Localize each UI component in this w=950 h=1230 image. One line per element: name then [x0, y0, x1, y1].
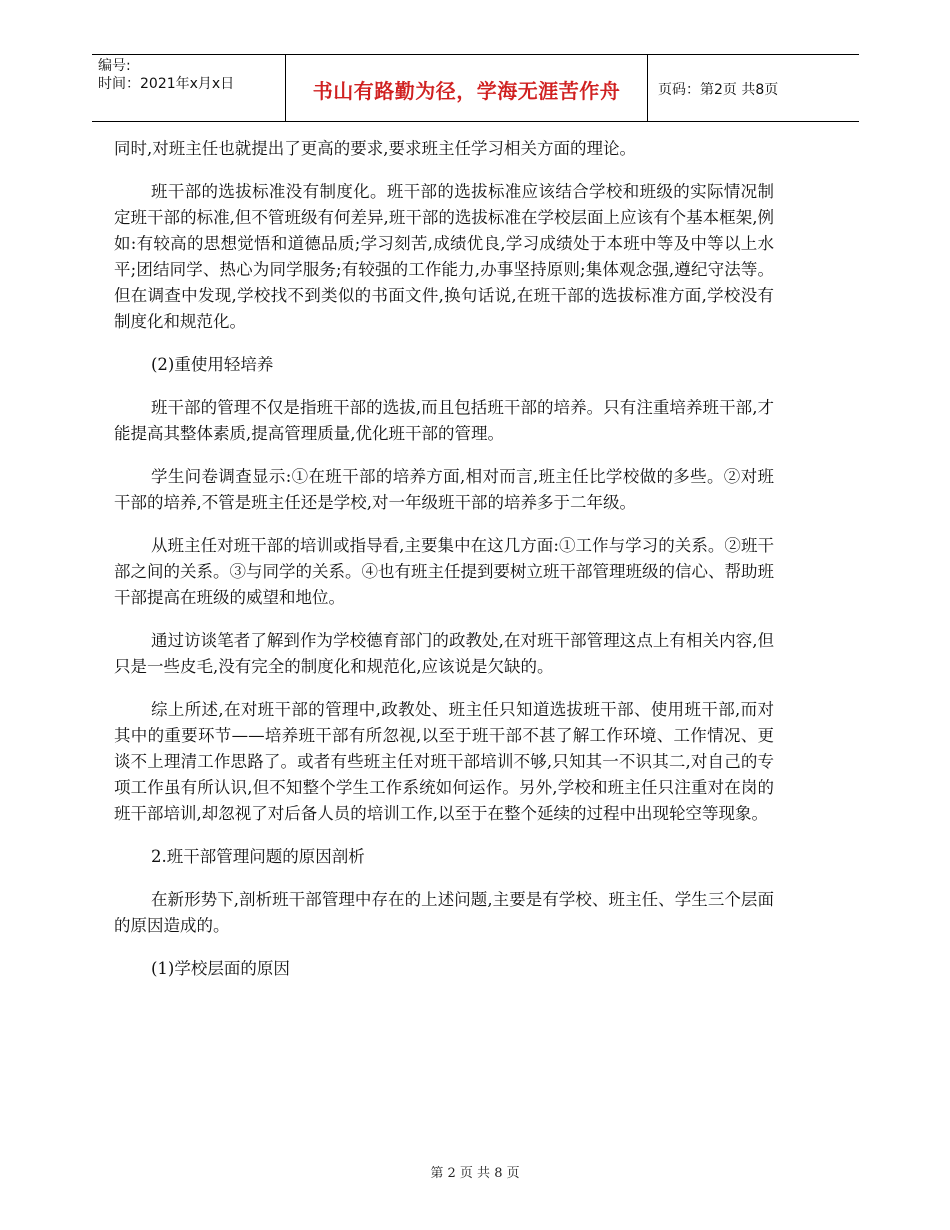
page-header — [92, 54, 859, 122]
number-label: 编号: — [98, 58, 131, 74]
header-page-info: 页码：第2页 共8页 — [658, 82, 779, 98]
section-heading: 2.班干部管理问题的原因剖析 — [151, 847, 365, 866]
paragraph: 班干部的管理不仅是指班干部的选拔,而且包括班干部的培养。只有注重培养班干部,才能提高其整体素质,提高管理质量,优化班干部的管理。 — [114, 398, 774, 443]
section-heading: (2)重使用轻培养 — [151, 355, 274, 374]
paragraph: 通过访谈笔者了解到作为学校德育部门的政教处,在对班干部管理这点上有相关内容,但只是一些皮毛,没有完全的制度化和规范化,应该说是欠缺的。 — [114, 631, 774, 676]
document-body — [114, 136, 774, 999]
time-label: 时间：2021年x月x日 — [98, 76, 235, 92]
header-motto: 书山有路勤为径，学海无涯苦作舟 — [312, 79, 621, 103]
paragraph: 在新形势下,剖析班干部管理中存在的上述问题,主要是有学校、班主任、学生三个层面的原因造成的。 — [114, 890, 774, 935]
paragraph: 同时,对班主任也就提出了更高的要求,要求班主任学习相关方面的理论。 — [114, 139, 636, 158]
paragraph: 从班主任对班干部的培训或指导看,主要集中在这几方面:①工作与学习的关系。②班干部之间的关系。③与同学的关系。④也有班主任提到要树立班干部管理班级的信心、帮助班干部提高在班级的威望和地位。 — [114, 536, 774, 607]
page-footer: 第 2 页 共 8 页 — [430, 1166, 520, 1181]
section-heading: (1)学校层面的原因 — [151, 959, 290, 978]
paragraph: 综上所述,在对班干部的管理中,政教处、班主任只知道选拔班干部、使用班干部,而对其中的重要环节——培养班干部有所忽视,以至于班干部不甚了解工作环境、工作情况、更谈不上理清工作思路了。或者有些班主任对班干部培训不够,只知其一不识其二,对自己的专项工作虽有所认识,但不知整个学生工作系统如何运作。另外,学校和班主任只注重对在岗的班干部培训,却忽视了对后备人员的培训工作,以至于在整个延续的过程中出现轮空等现象。 — [114, 700, 774, 823]
header-meta — [98, 57, 286, 93]
paragraph: 学生问卷调查显示:①在班干部的培养方面,相对而言,班主任比学校做的多些。②对班干部的培养,不管是班主任还是学校,对一年级班干部的培养多于二年级。 — [114, 467, 774, 512]
paragraph: 班干部的选拔标准没有制度化。班干部的选拔标准应该结合学校和班级的实际情况制定班干部的标准,但不管班级有何差异,班干部的选拔标准在学校层面上应该有个基本框架,例如:有较高的思想觉悟和道德品质;学习刻苦,成绩优良,学习成绩处于本班中等及中等以上水平;团结同学、热心为同学服务;有较强的工作能力,办事坚持原则;集体观念强,遵纪守法等。但在调查中发现,学校找不到类似的书面文件,换句话说,在班干部的选拔标准方面,学校没有制度化和规范化。 — [114, 182, 774, 331]
header-divider — [647, 55, 648, 121]
